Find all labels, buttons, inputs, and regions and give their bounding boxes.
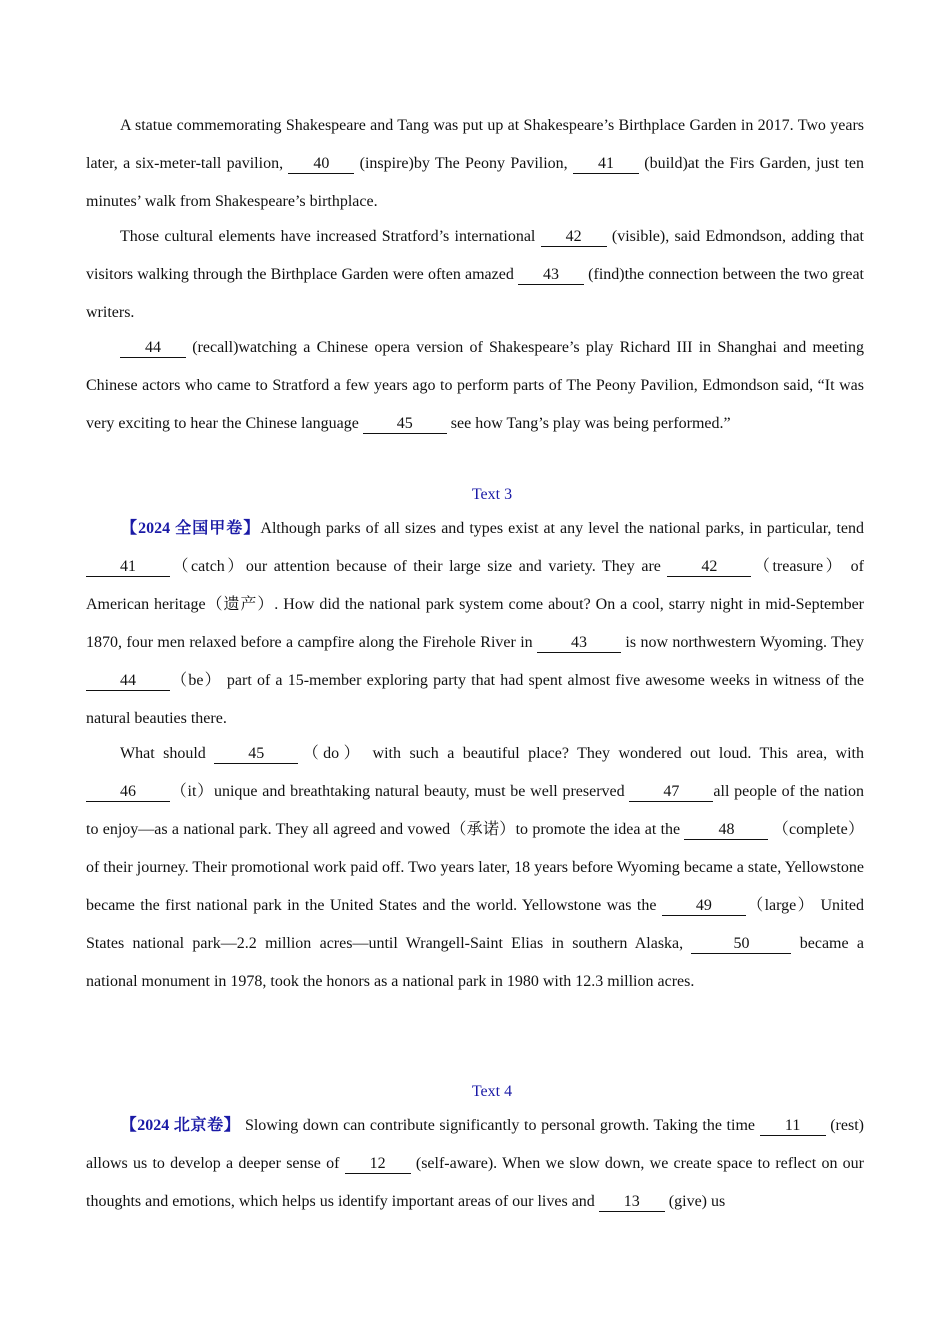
blank-t3-45[interactable]: 45: [214, 745, 298, 764]
passage-paragraph-3: 44 (recall)watching a Chinese opera version of Shakespeare’s play Richard III in Shanghai and meeting Chinese actors who came to Stratford a few years ago to perform parts of The Peony Pavilion, Edmondson said, “It was very exciting to hear the Chinese language 45 see how Tang’s play was being performed.”: [86, 339, 864, 432]
blank-41[interactable]: 41: [573, 155, 639, 174]
blank-44[interactable]: 44: [120, 339, 186, 358]
passage-paragraph-2: Those cultural elements have increased Stratford’s international 42 (visible), said Edmondson, adding that visitors walking through the Birthplace Garden were often amazed 43 (find)the connection between the two great writers.: [86, 228, 865, 321]
blank-t4-11[interactable]: 11: [760, 1117, 826, 1136]
blank-t3-50[interactable]: 50: [691, 935, 791, 954]
exam-tag: 【2024 北京卷】: [120, 1117, 241, 1134]
blank-t3-42[interactable]: 42: [667, 558, 751, 577]
blank-40[interactable]: 40: [288, 155, 354, 174]
text4-paragraph-1: 【2024 北京卷】 Slowing down can contribute significantly to personal growth. Taking the time 11 (rest) allows us to develop a deeper sense of 12 (self-aware). When we slow down, we create space to reflect on our thoughts and emotions, which helps us identify important areas of our lives and 13 (give) us: [86, 1117, 864, 1210]
blank-t4-12[interactable]: 12: [345, 1155, 411, 1174]
blank-t3-48[interactable]: 48: [684, 821, 768, 840]
blank-t3-41[interactable]: 41: [86, 558, 170, 577]
passage-paragraph-1: A statue commemorating Shakespeare and Tang was put up at Shakespeare’s Birthplace Garden in 2017. Two years later, a six-meter-tall pavilion, 40 (inspire)by The Peony Pavilion, 41 (build)at the Firs Garden, just ten minutes’ walk from Shakespeare’s birthplace.: [86, 117, 864, 210]
blank-t3-43[interactable]: 43: [537, 634, 621, 653]
text3-heading: Text 3: [471, 486, 513, 503]
text4-heading: Text 4: [471, 1083, 513, 1100]
exam-tag: 【2024 全国甲卷】: [120, 520, 261, 537]
text3-paragraph-1: 【2024 全国甲卷】Although parks of all sizes and types exist at any level the national parks, in particular, tend 41 （catch）our attention because of their large size and variety. They are 42 （treasure） of American heritage（遗产）. How did the national park system come about? On a cool, starry night in mid-September 1870, four men relaxed before a campfire along the Firehole River in 43 is now northwestern Wyoming. They 44 （be） part of a 15-member exploring party that had spent almost five awesome weeks in witness of the natural beauties there.: [86, 520, 865, 727]
blank-42[interactable]: 42: [541, 228, 607, 247]
blank-t3-47[interactable]: 47: [629, 783, 713, 802]
blank-t3-46[interactable]: 46: [86, 783, 170, 802]
blank-t3-44[interactable]: 44: [86, 672, 170, 691]
blank-t3-49[interactable]: 49: [662, 897, 746, 916]
text3-paragraph-2: What should 45 （do） with such a beautiful place? They wondered out loud. This area, with 46 （it）unique and breathtaking natural beauty, must be well preserved 47 all people of the nation to enjoy—as a national park. They all agreed and vowed（承诺）to promote the idea at the 48 （complete）of their journey. Their promotional work paid off. Two years later, 18 years before Wyoming became a state, Yellowstone became the first national park in the United States and the world. Yellowstone was the 49 （large） United States national park—2.2 million acres—until Wrangell-Saint Elias in southern Alaska, 50 became a national monument in 1978, took the honors as a national park in 1980 with 12.3 million acres.: [86, 745, 864, 990]
blank-t4-13[interactable]: 13: [599, 1193, 665, 1212]
blank-43[interactable]: 43: [518, 266, 584, 285]
blank-45[interactable]: 45: [363, 415, 447, 434]
